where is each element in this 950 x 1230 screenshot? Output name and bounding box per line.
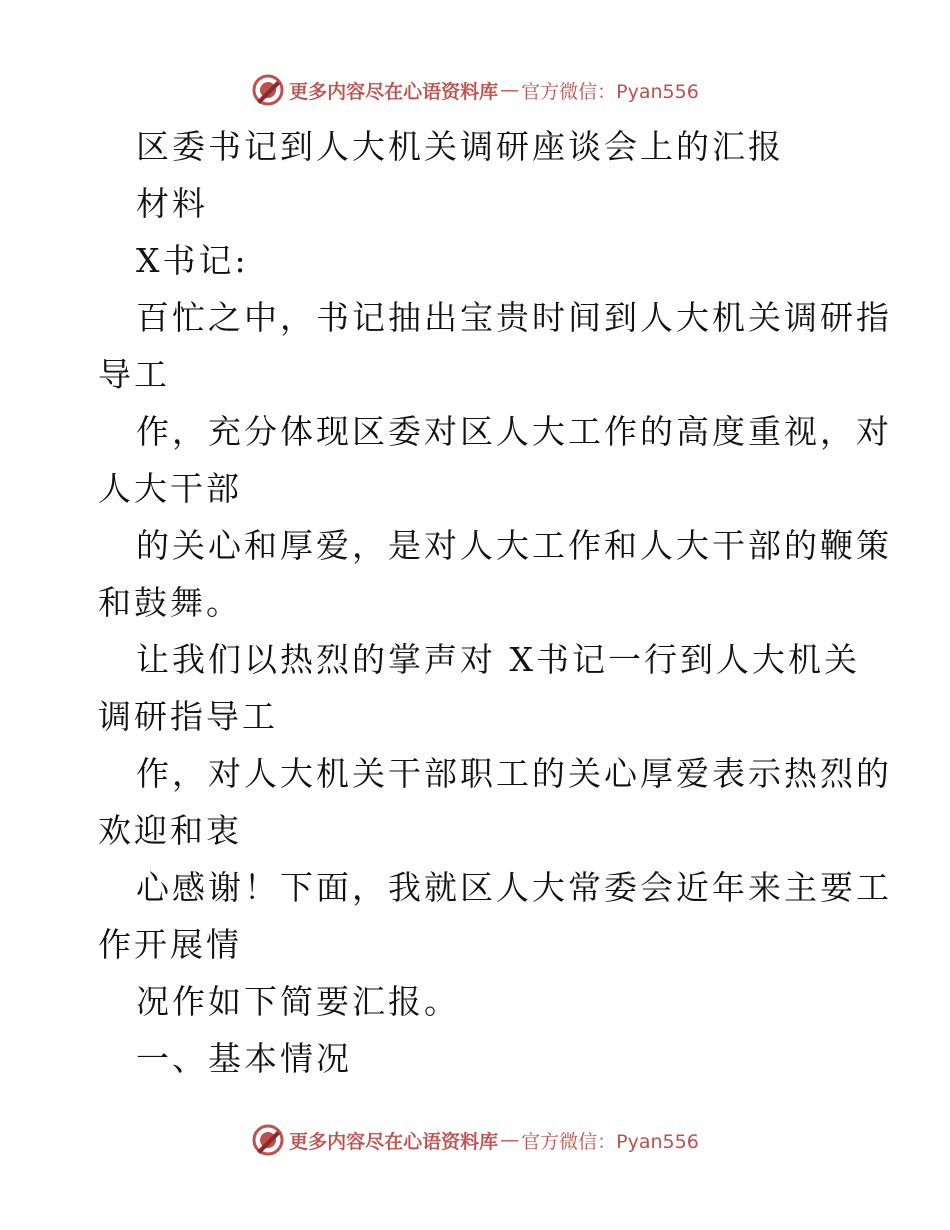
paragraph-line: 作开展情 xyxy=(98,925,242,964)
banner-brand-text: 更多内容尽在心语资料库 xyxy=(289,1130,499,1153)
document-title-line-1: 区委书记到人大机关调研座谈会上的汇报 xyxy=(136,127,784,166)
paragraph-line: 的关心和厚爱，是对人大工作和人大干部的鞭策 xyxy=(136,526,892,565)
paragraph-line: 百忙之中，书记抽出宝贵时间到人大机关调研指 xyxy=(136,298,892,337)
banner-wechat-text: 官方微信：Pyan556 xyxy=(521,80,699,103)
banner-brand-text: 更多内容尽在心语资料库 xyxy=(289,80,499,103)
document-title-line-2: 材料 xyxy=(136,184,208,223)
paragraph-line: 欢迎和衷 xyxy=(98,811,242,850)
footer-watermark-banner xyxy=(0,1120,950,1160)
banner-dash: — xyxy=(500,79,520,101)
paragraph-line: 让我们以热烈的掌声对 X书记一行到人大机关 xyxy=(136,640,860,679)
paragraph-line: 作，对人大机关干部职工的关心厚爱表示热烈的 xyxy=(136,754,892,793)
paragraph-line: 人大干部 xyxy=(98,469,242,508)
document-body xyxy=(98,118,892,1087)
paragraph-line: 导工 xyxy=(98,355,170,394)
banner-wechat-text: 官方微信：Pyan556 xyxy=(521,1130,699,1153)
pen-logo-icon xyxy=(251,73,285,107)
banner-dash: — xyxy=(500,1129,520,1151)
paragraph-line: 和鼓舞。 xyxy=(98,583,242,622)
salutation: X书记: xyxy=(136,241,249,280)
paragraph-line: 调研指导工 xyxy=(98,697,278,736)
paragraph-line: 作，充分体现区委对区人大工作的高度重视，对 xyxy=(136,412,892,451)
paragraph-line: 心感谢！下面，我就区人大常委会近年来主要工 xyxy=(136,868,892,907)
paragraph-line: 况作如下简要汇报。 xyxy=(136,982,460,1021)
pen-logo-icon xyxy=(251,1123,285,1157)
header-watermark-banner xyxy=(0,70,950,110)
section-heading: 一、基本情况 xyxy=(136,1039,352,1078)
